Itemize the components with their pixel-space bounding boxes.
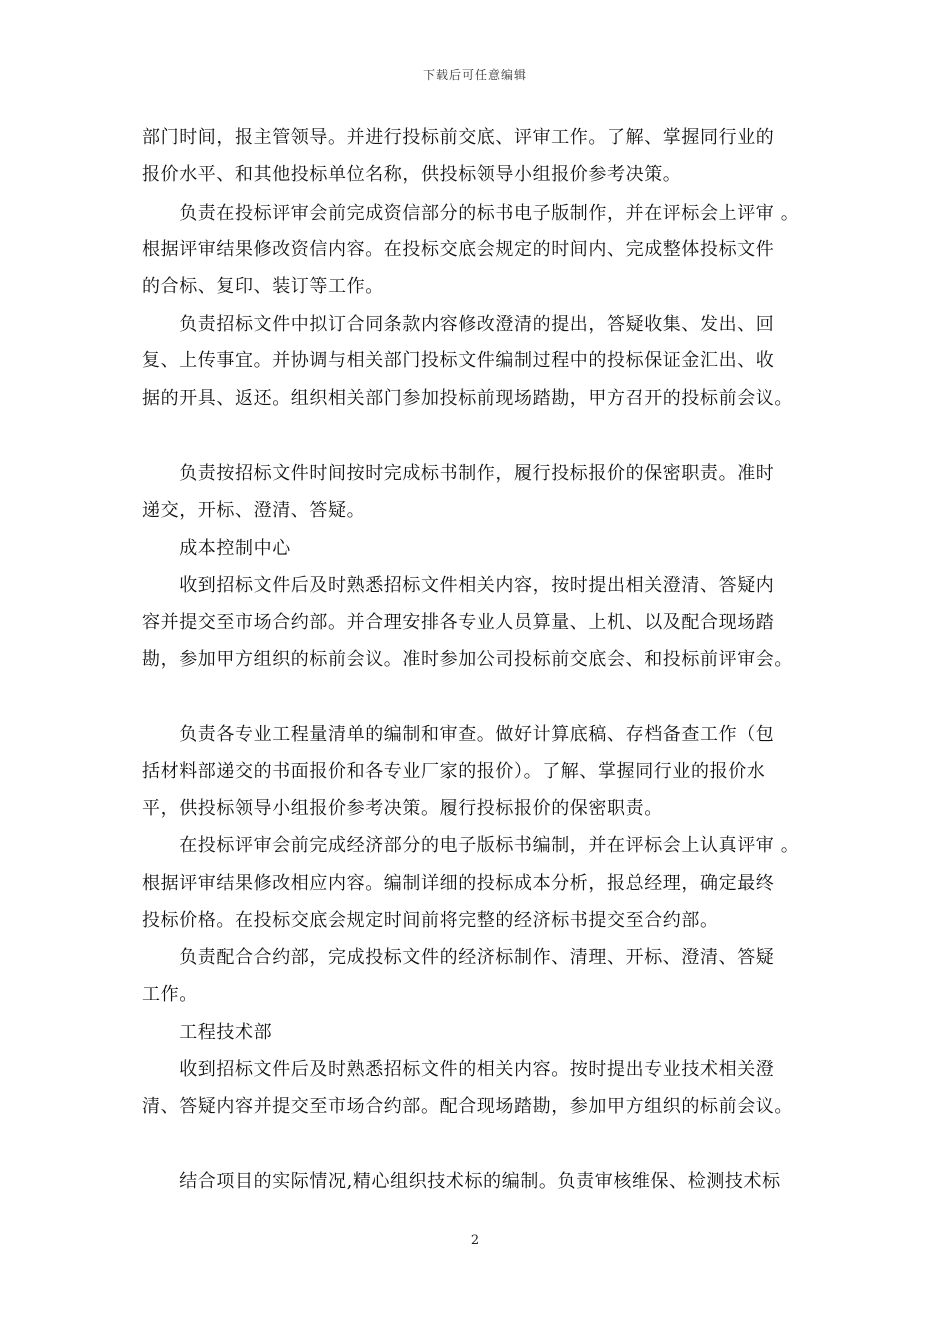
text-line: 部门时间，报主管领导。并进行投标前交底、评审工作。了解、掌握同行业的 bbox=[142, 127, 775, 148]
text-line: 的合标、复印、装订等工作。 bbox=[142, 276, 384, 297]
text-line: 根据评审结果修改相应内容。编制详细的投标成本分析，报总经理，确定最终 bbox=[142, 873, 775, 894]
text-line: 根据评审结果修改资信内容。在投标交底会规定的时间内、完成整体投标文件 bbox=[142, 239, 775, 260]
text-line: 括材料部递交的书面报价和各专业厂家的报价）。了解、掌握同行业的报价水 bbox=[142, 761, 766, 782]
text-line: 收到招标文件后及时熟悉招标文件相关内容，按时提出相关澄清、答疑内 bbox=[142, 575, 775, 596]
section-heading: 工程技术部 bbox=[142, 1022, 273, 1043]
text-line: 负责在投标评审会前完成资信部分的标书电子版制作，并在评标会上评审 。 bbox=[142, 203, 800, 224]
text-line: 容并提交至市场合约部。并合理安排各专业人员算量、上机、以及配合现场踏 bbox=[142, 612, 775, 633]
text-line: 复、上传事宜。并协调与相关部门投标文件编制过程中的投标保证金汇出、收 bbox=[142, 350, 775, 371]
text-line: 负责各专业工程量清单的编制和审查。做好计算底稿、存档备查工作（包 bbox=[142, 724, 775, 745]
page-header: 下载后可任意编辑 bbox=[422, 68, 527, 82]
text-line: 在投标评审会前完成经济部分的电子版标书编制，并在评标会上认真评审 。 bbox=[142, 835, 800, 856]
page-number: 2 bbox=[470, 1233, 480, 1248]
text-line: 结合项目的实际情况,精心组织技术标的编制。负责审核维保、检测技术标 bbox=[142, 1171, 781, 1192]
text-line: 负责配合合约部，完成投标文件的经济标制作、清理、开标、澄清、答疑 bbox=[142, 947, 775, 968]
text-line: 勘，参加甲方组织的标前会议。准时参加公司投标前交底会、和投标前评审会。 bbox=[142, 649, 793, 670]
text-line: 报价水平、和其他投标单位名称，供投标领导小组报价参考决策。 bbox=[142, 164, 682, 185]
text-line: 投标价格。在投标交底会规定时间前将完整的经济标书提交至合约部。 bbox=[142, 910, 719, 931]
text-line: 收到招标文件后及时熟悉招标文件的相关内容。按时提出专业技术相关澄 bbox=[142, 1059, 775, 1080]
text-line: 递交，开标、澄清、答疑。 bbox=[142, 500, 366, 521]
text-line: 工作。 bbox=[142, 984, 198, 1005]
text-line: 负责招标文件中拟订合同条款内容修改澄清的提出，答疑收集、发出、回 bbox=[142, 314, 775, 335]
text-line: 平，供投标领导小组报价参考决策。履行投标报价的保密职责。 bbox=[142, 798, 663, 819]
text-line: 负责按招标文件时间按时完成标书制作，履行投标报价的保密职责。准时 bbox=[142, 463, 775, 484]
section-heading: 成本控制中心 bbox=[142, 538, 291, 559]
text-line: 清、答疑内容并提交至市场合约部。配合现场踏勘，参加甲方组织的标前会议。 bbox=[142, 1096, 793, 1117]
text-line: 据的开具、返还。组织相关部门参加投标前现场踏勘，甲方召开的投标前会议。 bbox=[142, 388, 793, 409]
